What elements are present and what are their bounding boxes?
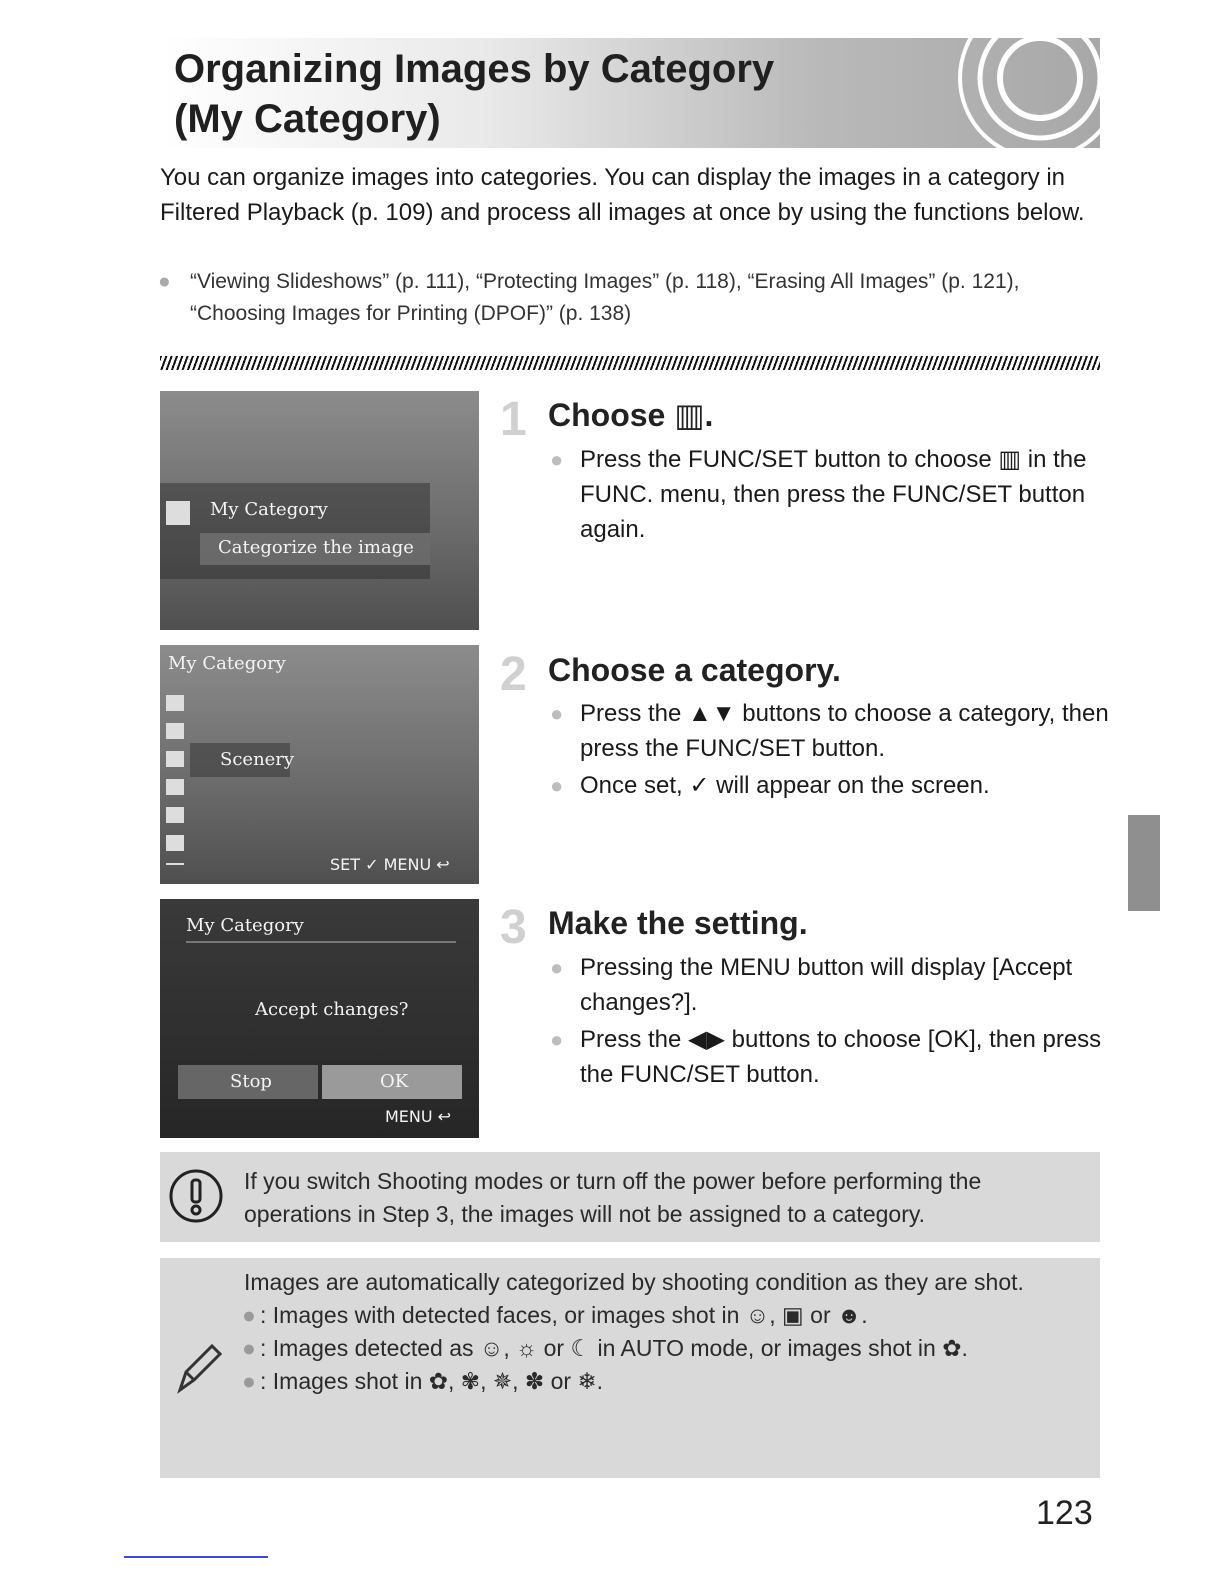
bullet-icon: ● (550, 701, 564, 726)
step-number: 1 (500, 393, 527, 446)
step-bullet (548, 768, 1120, 803)
reference-text: “Viewing Slideshows” (p. 111), “Protecting Images” (p. 118), “Erasing All Images” (p. 121), “Choosing Images for Printing (DPOF)” (p. 138) (190, 270, 1020, 325)
note-item (244, 1332, 1084, 1365)
bullet-text: Once set, ✓ will appear on the screen. (580, 772, 990, 799)
bullet-icon: ● (158, 270, 171, 293)
bullet-icon: ● (242, 1302, 256, 1328)
stop-button: Stop (230, 1071, 272, 1092)
bullet-icon: ● (550, 773, 564, 798)
screen-title: My Category (186, 915, 304, 936)
bullet-icon: ● (242, 1368, 256, 1394)
note-intro: Images are automatically categorized by shooting condition as they are shot. (244, 1269, 1024, 1295)
page-number: 123 (1036, 1494, 1093, 1532)
step-title: Choose a category. (548, 652, 841, 688)
note-item (244, 1365, 1084, 1398)
screen-menu-title: My Category (210, 499, 328, 520)
step-bullet (548, 1022, 1120, 1092)
chapter-tab (1128, 815, 1160, 911)
camera-screen-func-menu (160, 391, 479, 630)
title-line-2: (My Category) (174, 97, 441, 141)
step-title: Choose ▥. (548, 397, 714, 433)
bullet-icon: ● (550, 447, 564, 472)
selected-category: Scenery (220, 749, 295, 770)
caution-text: If you switch Shooting modes or turn off the power before performing the operations in Step 3, the images will not be assigned to a category. (244, 1168, 982, 1227)
note-item (244, 1299, 1084, 1332)
step-title: Make the setting. (548, 905, 808, 941)
title-divider (186, 941, 456, 943)
hatched-divider (160, 356, 1100, 370)
category-icon (166, 501, 190, 525)
note-item-text: : Images shot in ✿, ✾, ✵, ✽ or ❄. (260, 1368, 604, 1394)
ok-button: OK (380, 1071, 409, 1092)
bullet-icon: ● (550, 1027, 564, 1052)
bullet-text: Press the ▲▼ buttons to choose a category, then press the FUNC/SET button. (580, 700, 1109, 762)
camera-screen-accept-dialog (160, 899, 479, 1138)
screen-footer: SET ✓ MENU ↩ (330, 855, 450, 874)
bullet-text: Press the ◀▶ buttons to choose [OK], then press the FUNC/SET button. (580, 1026, 1102, 1088)
step-bullet (548, 442, 1120, 547)
title-line-1: Organizing Images by Category (174, 47, 775, 91)
bullet-text: Press the FUNC/SET button to choose ▥ in the FUNC. menu, then press the FUNC/SET button again. (580, 446, 1087, 543)
pencil-icon (172, 1338, 224, 1398)
step-bullet (548, 950, 1120, 1020)
step-bullet (548, 696, 1120, 766)
note-item-text: : Images detected as ☺, ☼ or ☾ in AUTO mode, or images shot in ✿. (260, 1335, 968, 1361)
section-header (160, 38, 1100, 148)
caution-icon (168, 1168, 224, 1224)
camera-screen-category-list (160, 645, 479, 884)
note-content (244, 1266, 1084, 1398)
screen-title: My Category (168, 653, 286, 674)
screen-menu-item: Categorize the image (218, 537, 414, 558)
bullet-icon: ● (550, 955, 564, 980)
footer-rule (124, 1556, 268, 1558)
category-icons-column (166, 695, 184, 865)
bullet-icon: ● (242, 1335, 256, 1361)
note-item-text: : Images with detected faces, or images shot in ☺, ▣ or ☻. (260, 1302, 868, 1328)
dialog-prompt: Accept changes? (255, 999, 409, 1020)
step-number: 2 (500, 648, 527, 701)
reference-list (158, 266, 1060, 330)
decorative-rings-icon (940, 38, 1100, 148)
page-title (174, 44, 774, 144)
step-number: 3 (500, 901, 527, 954)
screen-footer: MENU ↩ (385, 1107, 452, 1126)
bullet-text: Pressing the MENU button will display [Accept changes?]. (580, 954, 1073, 1016)
intro-paragraph: You can organize images into categories. You can display the images in a category in Filtered Playback (p. 109) and process all images at once by using the functions below. (160, 164, 1085, 226)
